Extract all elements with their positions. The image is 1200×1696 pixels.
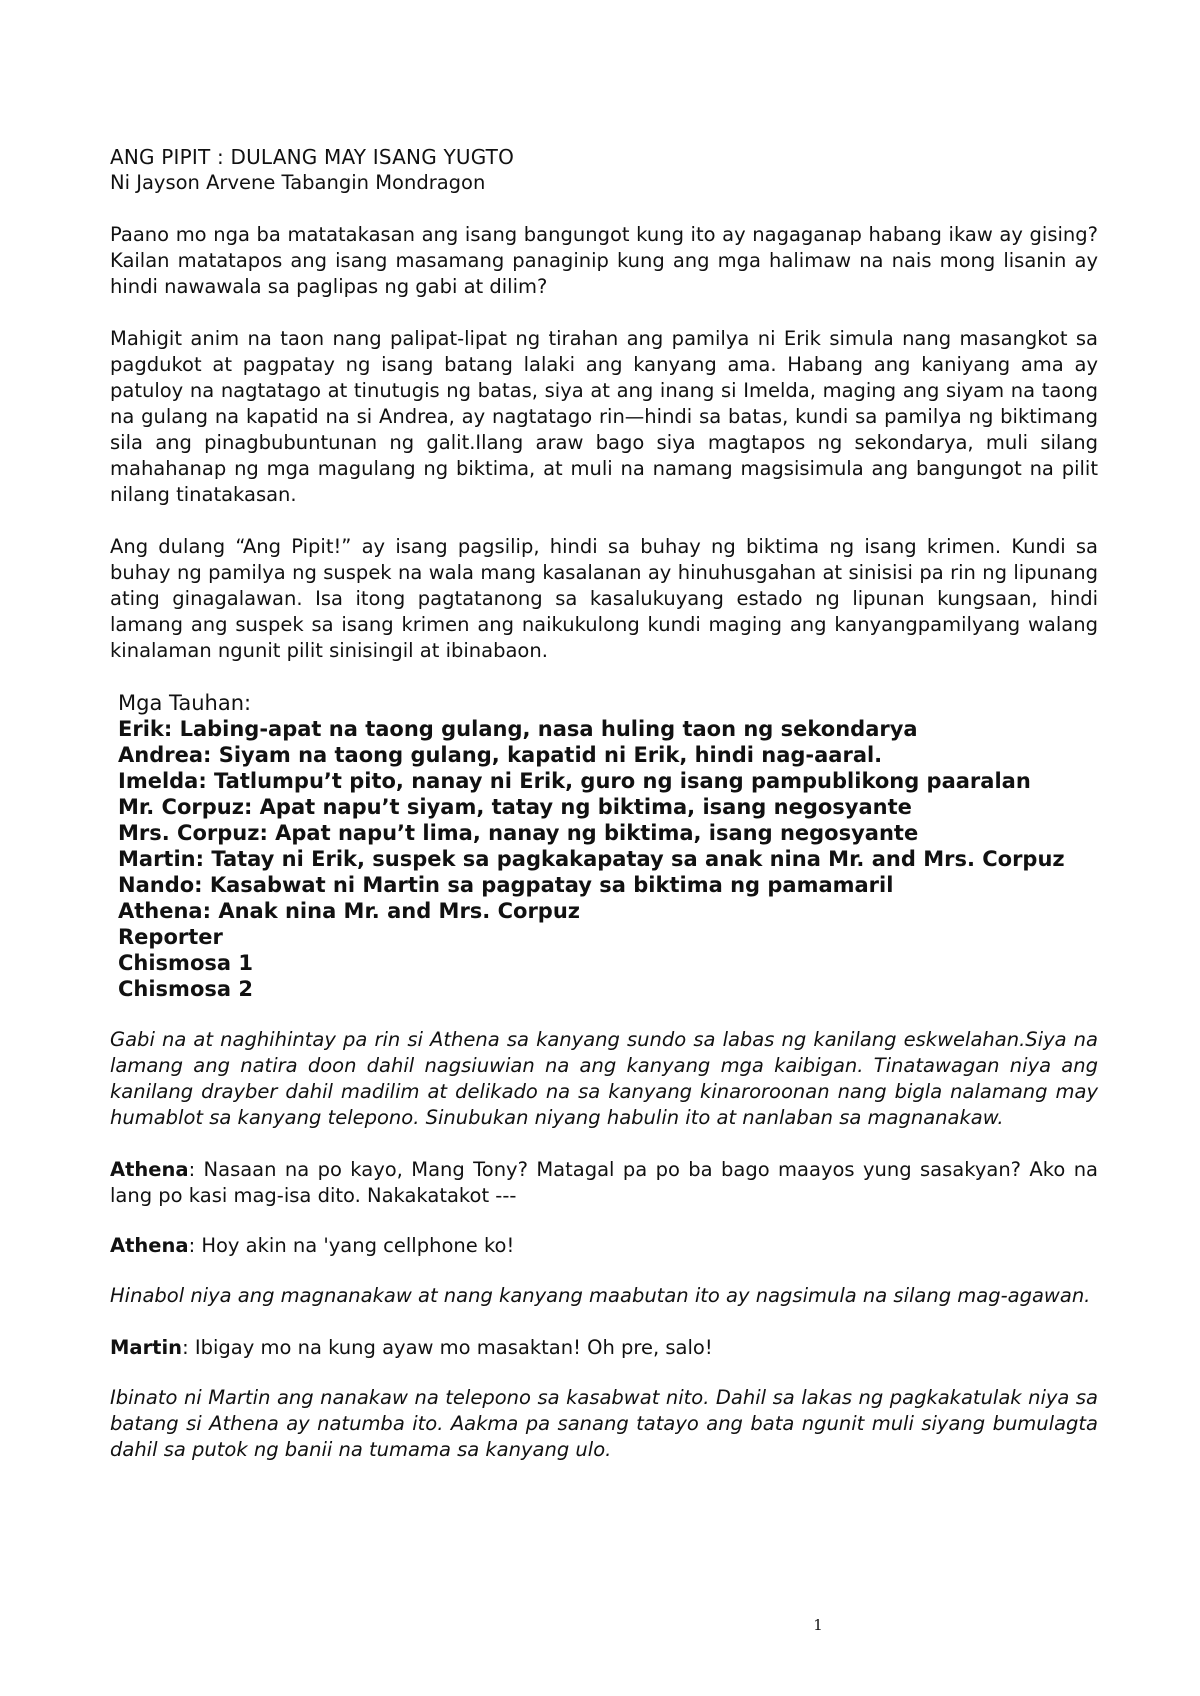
speaker-name: Athena — [110, 1158, 189, 1181]
cast-item: Imelda: Tatlumpu’t pito, nanay ni Erik, guro ng isang pampublikong paaralan — [118, 769, 1031, 793]
page-title: ANG PIPIT : DULANG MAY ISANG YUGTO — [110, 145, 515, 169]
cast-list — [118, 690, 1098, 1002]
dialogue-text: : Ibigay mo na kung ayaw mo masaktan! Oh pre, salo! — [182, 1336, 713, 1359]
cast-item: Mrs. Corpuz: Apat napu’t lima, nanay ng biktima, isang negosyante — [118, 821, 919, 845]
cast-item: Nando: Kasabwat ni Martin sa pagpatay sa biktima ng pamamaril — [118, 873, 894, 897]
stage-direction: Hinabol niya ang magnanakaw at nang kanyang maabutan ito ay nagsimula na silang mag-agawan. — [110, 1284, 1091, 1307]
dialogue-line — [110, 1233, 1098, 1259]
cast-item: Andrea: Siyam na taong gulang, kapatid ni Erik, hindi nag-aaral. — [118, 743, 883, 767]
page-number: 1 — [813, 1616, 823, 1634]
stage-direction: Ibinato ni Martin ang nanakaw na telepono sa kasabwat nito. Dahil sa lakas ng pagkakatulak niya sa batang si Athena ay natumba ito. Aakma pa sanang tatayo ang bata ngunit muli siyang bumulagta dahil sa putok ng banii na tumama sa kanyang ulo. — [110, 1386, 1098, 1461]
cast-item: Reporter — [118, 925, 223, 949]
cast-item: Chismosa 2 — [118, 977, 253, 1001]
intro-paragraph: Mahigit anim na taon nang palipat-lipat ng tirahan ang pamilya ni Erik simula nang masangkot sa pagdukot at pagpatay ng isang batang lalaki ang kanyang ama. Habang ang kaniyang ama ay patuloy na nagtatago at tinutugis ng batas, siya at ang inang si Imelda, maging ang siyam na taong na gulang na kapatid na si Andrea, ay nagtatago rin—hindi sa batas, kundi sa pamilya ng biktimang sila ang pinagbubuntunan ng galit.Ilang araw bago siya magtapos ng sekondarya, muli silang mahahanap ng mga magulang ng biktima, at muli na namang magsisimula ang bangungot na pilit nilang tinatakasan. — [110, 327, 1098, 506]
author-line: Ni Jayson Arvene Tabangin Mondragon — [110, 171, 486, 194]
cast-item: Mr. Corpuz: Apat napu’t siyam, tatay ng biktima, isang negosyante — [118, 795, 912, 819]
dialogue-line — [110, 1335, 1098, 1361]
dialogue-text: : Hoy akin na 'yang cellphone ko! — [188, 1234, 515, 1257]
intro-paragraph: Ang dulang “Ang Pipit!” ay isang pagsilip, hindi sa buhay ng biktima ng isang krimen. Kundi sa buhay ng pamilya ng suspek na wala mang kasalanan ay hinuhusgahan at sinisisi pa rin ng lipunang ating ginagalawan. Isa itong pagtatanong sa kasalukuyang estado ng lipunan kungsaan, hindi lamang ang suspek sa isang krimen ang naikukulong kundi maging ang kanyangpamilyang walang kinalaman ngunit pilit sinisingil at ibinabaon. — [110, 535, 1098, 662]
speaker-name: Athena — [110, 1234, 189, 1257]
stage-direction: Gabi na at naghihintay pa rin si Athena sa kanyang sundo sa labas ng kanilang eskwelahan.Siya na lamang ang natira doon dahil nagsiuwian na ang kanyang mga kaibigan. Tinatawagan niya ang kanilang drayber dahil madilim at delikado na sa kanyang kinaroroonan nang bigla nalamang may humablot sa kanyang telepono. Sinubukan niyang habulin ito at nanlaban sa magnanakaw. — [110, 1028, 1098, 1129]
cast-item: Athena: Anak nina Mr. and Mrs. Corpuz — [118, 899, 580, 923]
cast-item: Erik: Labing-apat na taong gulang, nasa huling taon ng sekondarya — [118, 717, 918, 741]
cast-heading: Mga Tauhan: — [118, 691, 252, 715]
intro-paragraph: Paano mo nga ba matatakasan ang isang bangungot kung ito ay nagaganap habang ikaw ay gising? Kailan matatapos ang isang masamang panaginip kung ang mga halimaw na nais mong lisanin ay hindi nawawala sa paglipas ng gabi at dilim? — [110, 223, 1098, 298]
speaker-name: Martin — [110, 1336, 183, 1359]
document-body — [110, 144, 1098, 1489]
cast-item: Martin: Tatay ni Erik, suspek sa pagkakapatay sa anak nina Mr. and Mrs. Corpuz — [118, 847, 1065, 871]
dialogue-line — [110, 1157, 1098, 1209]
dialogue-text: : Nasaan na po kayo, Mang Tony? Matagal pa po ba bago maayos yung sasakyan? Ako na lang po kasi mag-isa dito. Nakakatakot --- — [110, 1158, 1098, 1207]
cast-item: Chismosa 1 — [118, 951, 253, 975]
